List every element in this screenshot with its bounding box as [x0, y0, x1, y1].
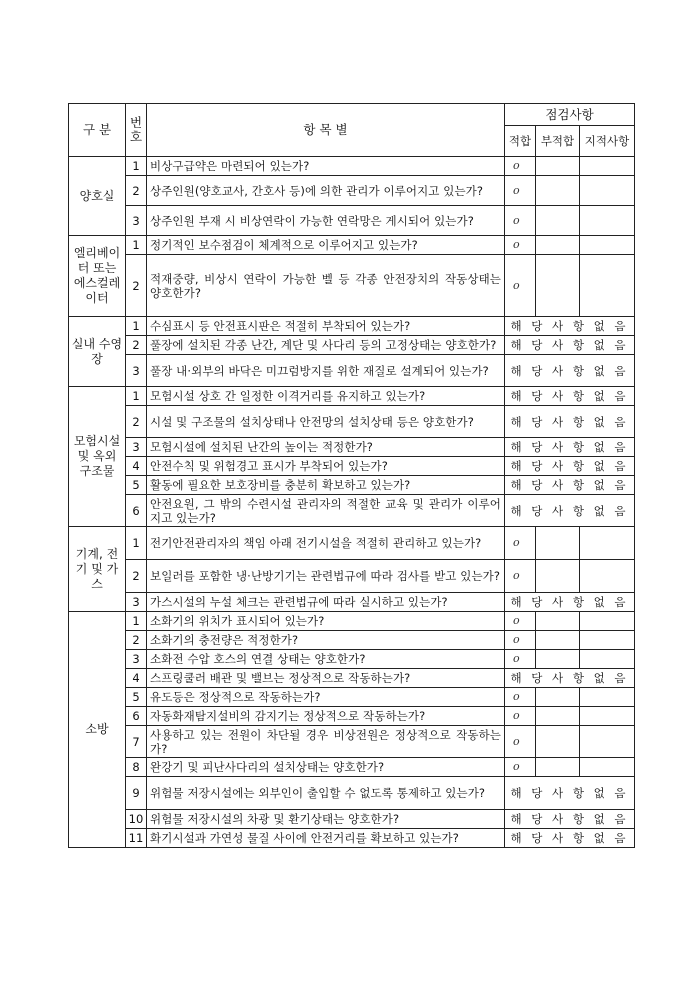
remarks-cell [580, 206, 635, 236]
item-text: 위험물 저장시설의 차광 및 환기상태는 양호한가? [147, 810, 505, 829]
checklist-row [69, 688, 635, 707]
unsuitable-cell [536, 688, 580, 707]
item-number: 2 [126, 631, 147, 650]
suitable-mark: o [505, 612, 536, 631]
remarks-cell [580, 688, 635, 707]
inspection-checklist-table [68, 103, 635, 848]
checklist-row [69, 593, 635, 612]
remarks-cell [580, 650, 635, 669]
item-text: 스프링쿨러 배관 및 밸브는 정상적으로 작동하는가? [147, 669, 505, 688]
not-applicable-cell: 해 당 사 항 없 음 [505, 457, 635, 476]
item-text: 모험시설에 설치된 난간의 높이는 적정한가? [147, 438, 505, 457]
item-text: 사용하고 있는 전원이 차단될 경우 비상전원은 정상적으로 작동하는가? [147, 726, 505, 758]
checklist-row [69, 438, 635, 457]
item-number: 2 [126, 406, 147, 438]
not-applicable-cell: 해 당 사 항 없 음 [505, 829, 635, 848]
suitable-mark: o [505, 527, 536, 560]
item-text: 상주인원(양호교사, 간호사 등)에 의한 관리가 이루어지고 있는가? [147, 176, 505, 206]
suitable-mark: o [505, 631, 536, 650]
checklist-row [69, 457, 635, 476]
remarks-cell [580, 631, 635, 650]
not-applicable-cell: 해 당 사 항 없 음 [505, 317, 635, 336]
not-applicable-cell: 해 당 사 항 없 음 [505, 476, 635, 495]
checklist-row [69, 206, 635, 236]
remarks-cell [580, 176, 635, 206]
item-number: 1 [126, 157, 147, 176]
unsuitable-cell [536, 758, 580, 777]
not-applicable-cell: 해 당 사 항 없 음 [505, 593, 635, 612]
checklist-row [69, 726, 635, 758]
item-number: 3 [126, 355, 147, 387]
header-item: 항 목 별 [147, 104, 505, 157]
checklist-row [69, 612, 635, 631]
suitable-mark: o [505, 758, 536, 777]
item-text: 유도등은 정상적으로 작동하는가? [147, 688, 505, 707]
unsuitable-cell [536, 176, 580, 206]
unsuitable-cell [536, 206, 580, 236]
item-number: 3 [126, 438, 147, 457]
item-text: 상주인원 부재 시 비상연락이 가능한 연락망은 게시되어 있는가? [147, 206, 505, 236]
category-cell: 소방 [69, 612, 126, 848]
item-number: 1 [126, 387, 147, 406]
item-number: 3 [126, 593, 147, 612]
item-number: 1 [126, 236, 147, 255]
checklist-row [69, 810, 635, 829]
item-number: 6 [126, 707, 147, 726]
item-text: 소화전 수압 호스의 연결 상태는 양호한가? [147, 650, 505, 669]
checklist-row [69, 255, 635, 317]
remarks-cell [580, 255, 635, 317]
checklist-row [69, 476, 635, 495]
item-number: 2 [126, 255, 147, 317]
item-number: 1 [126, 527, 147, 560]
item-number: 2 [126, 176, 147, 206]
item-text: 비상구급약은 마련되어 있는가? [147, 157, 505, 176]
unsuitable-cell [536, 527, 580, 560]
suitable-mark: o [505, 255, 536, 317]
checklist-row [69, 157, 635, 176]
remarks-cell [580, 560, 635, 593]
header-unsuitable: 부적합 [536, 126, 580, 157]
item-number: 2 [126, 336, 147, 355]
item-number: 4 [126, 457, 147, 476]
remarks-cell [580, 612, 635, 631]
checklist-row [69, 777, 635, 810]
header-category: 구 분 [69, 104, 126, 157]
item-text: 보일러를 포함한 냉·난방기기는 관련법규에 따라 검사를 받고 있는가? [147, 560, 505, 593]
item-number: 7 [126, 726, 147, 758]
item-text: 위험물 저장시설에는 외부인이 출입할 수 없도록 통제하고 있는가? [147, 777, 505, 810]
item-text: 활동에 필요한 보호장비를 충분히 확보하고 있는가? [147, 476, 505, 495]
unsuitable-cell [536, 631, 580, 650]
checklist-row [69, 650, 635, 669]
not-applicable-cell: 해 당 사 항 없 음 [505, 777, 635, 810]
not-applicable-cell: 해 당 사 항 없 음 [505, 387, 635, 406]
item-text: 적재중량, 비상시 연락이 가능한 벨 등 각종 안전장치의 작동상태는 양호한가? [147, 255, 505, 317]
item-text: 소화기의 충전량은 적정한가? [147, 631, 505, 650]
header-inspection: 점검사항 [505, 104, 635, 126]
item-text: 가스시설의 누설 체크는 관련법규에 따라 실시하고 있는가? [147, 593, 505, 612]
item-text: 풀장 내·외부의 바닥은 미끄럼방지를 위한 재질로 설계되어 있는가? [147, 355, 505, 387]
checklist-sheet [68, 103, 634, 848]
suitable-mark: o [505, 650, 536, 669]
checklist-row [69, 560, 635, 593]
category-cell: 엘리베이터 또는 에스컬레이터 [69, 236, 126, 317]
item-text: 안전요원, 그 밖의 수련시설 관리자의 적절한 교육 및 관리가 이루어지고 있는가? [147, 495, 505, 527]
suitable-mark: o [505, 707, 536, 726]
item-text: 소화기의 위치가 표시되어 있는가? [147, 612, 505, 631]
checklist-body [69, 157, 635, 848]
item-text: 전기안전관리자의 책임 아래 전기시설을 적절히 관리하고 있는가? [147, 527, 505, 560]
not-applicable-cell: 해 당 사 항 없 음 [505, 336, 635, 355]
item-number: 8 [126, 758, 147, 777]
item-number: 1 [126, 317, 147, 336]
not-applicable-cell: 해 당 사 항 없 음 [505, 495, 635, 527]
item-text: 완강기 및 피난사다리의 설치상태는 양호한가? [147, 758, 505, 777]
item-text: 자동화재탐지설비의 감지기는 정상적으로 작동하는가? [147, 707, 505, 726]
remarks-cell [580, 527, 635, 560]
category-cell: 양호실 [69, 157, 126, 236]
item-number: 3 [126, 206, 147, 236]
checklist-row [69, 669, 635, 688]
remarks-cell [580, 707, 635, 726]
suitable-mark: o [505, 206, 536, 236]
item-text: 풀장에 설치된 각종 난간, 계단 및 사다리 등의 고정상태는 양호한가? [147, 336, 505, 355]
remarks-cell [580, 236, 635, 255]
checklist-row [69, 829, 635, 848]
item-number: 4 [126, 669, 147, 688]
unsuitable-cell [536, 255, 580, 317]
suitable-mark: o [505, 236, 536, 255]
category-cell: 기계, 전기 및 가스 [69, 527, 126, 612]
item-text: 정기적인 보수점검이 체계적으로 이루어지고 있는가? [147, 236, 505, 255]
unsuitable-cell [536, 707, 580, 726]
item-text: 안전수칙 및 위험경고 표시가 부착되어 있는가? [147, 457, 505, 476]
suitable-mark: o [505, 688, 536, 707]
item-number: 1 [126, 612, 147, 631]
item-number: 10 [126, 810, 147, 829]
suitable-mark: o [505, 560, 536, 593]
checklist-row [69, 336, 635, 355]
checklist-row [69, 758, 635, 777]
checklist-row [69, 355, 635, 387]
category-cell: 실내 수영장 [69, 317, 126, 387]
not-applicable-cell: 해 당 사 항 없 음 [505, 406, 635, 438]
checklist-row [69, 707, 635, 726]
item-number: 2 [126, 560, 147, 593]
item-number: 5 [126, 476, 147, 495]
not-applicable-cell: 해 당 사 항 없 음 [505, 355, 635, 387]
suitable-mark: o [505, 726, 536, 758]
item-number: 5 [126, 688, 147, 707]
checklist-row [69, 387, 635, 406]
remarks-cell [580, 758, 635, 777]
unsuitable-cell [536, 612, 580, 631]
checklist-row [69, 631, 635, 650]
item-number: 9 [126, 777, 147, 810]
unsuitable-cell [536, 157, 580, 176]
unsuitable-cell [536, 236, 580, 255]
checklist-row [69, 406, 635, 438]
item-text: 화기시설과 가연성 물질 사이에 안전거리를 확보하고 있는가? [147, 829, 505, 848]
unsuitable-cell [536, 726, 580, 758]
item-number: 11 [126, 829, 147, 848]
item-number: 6 [126, 495, 147, 527]
header-remarks: 지적사항 [580, 126, 635, 157]
checklist-row [69, 176, 635, 206]
item-text: 모험시설 상호 간 일정한 이격거리를 유지하고 있는가? [147, 387, 505, 406]
category-cell: 모험시설 및 옥외 구조물 [69, 387, 126, 527]
checklist-row [69, 527, 635, 560]
checklist-row [69, 236, 635, 255]
remarks-cell [580, 157, 635, 176]
unsuitable-cell [536, 560, 580, 593]
not-applicable-cell: 해 당 사 항 없 음 [505, 438, 635, 457]
checklist-row [69, 317, 635, 336]
header-suitable: 적합 [505, 126, 536, 157]
suitable-mark: o [505, 157, 536, 176]
not-applicable-cell: 해 당 사 항 없 음 [505, 810, 635, 829]
unsuitable-cell [536, 650, 580, 669]
remarks-cell [580, 726, 635, 758]
header-number: 번호 [126, 104, 147, 157]
item-number: 3 [126, 650, 147, 669]
not-applicable-cell: 해 당 사 항 없 음 [505, 669, 635, 688]
suitable-mark: o [505, 176, 536, 206]
item-text: 시설 및 구조물의 설치상태나 안전망의 설치상태 등은 양호한가? [147, 406, 505, 438]
checklist-row [69, 495, 635, 527]
item-text: 수심표시 등 안전표시판은 적절히 부착되어 있는가? [147, 317, 505, 336]
